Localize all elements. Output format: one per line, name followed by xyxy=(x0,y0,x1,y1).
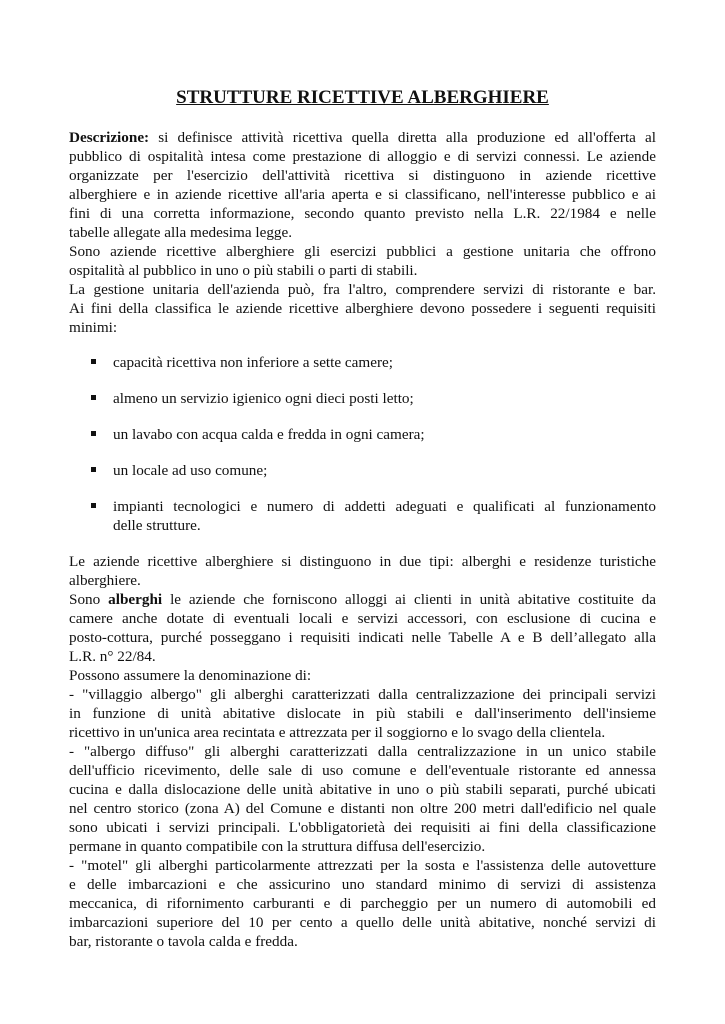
list-item xyxy=(69,389,656,408)
text-line: pubblico di ospitalità intesa come prestazione di alloggio e di servizi connessi. Le aziende xyxy=(69,148,656,165)
square-bullet-icon xyxy=(91,395,96,400)
list-item xyxy=(69,425,656,444)
list-item xyxy=(69,497,656,535)
text-line: organizzate per l'esercizio dell'attività ricettiva si distinguono in aziende ricettive xyxy=(69,167,656,184)
text-line: dell'ufficio ricevimento, delle sale di uso comune e dell'eventuale ristorante ed annessa xyxy=(69,762,656,779)
text-line: imbarcazioni superiore del 10 per cento a quello delle unità abitative, nonché servizi di xyxy=(69,914,656,931)
square-bullet-icon xyxy=(91,359,96,364)
aziende-definition-paragraph xyxy=(69,242,656,280)
square-bullet-icon xyxy=(91,467,96,472)
text-line: cucina e dalla dislocazione delle unità abitative in uno o più stabili separati, purché ubicati xyxy=(69,781,656,798)
text-line: posto-cottura, purché posseggano i requisiti indicati nelle Tabelle A e B dell’allegato alla xyxy=(69,629,656,646)
text-line: ospitalità al pubblico in uno o più stabili o parti di stabili. xyxy=(69,262,418,279)
alberghi-paragraph xyxy=(69,590,656,666)
denominazione-line: Possono assumere la denominazione di: xyxy=(69,667,312,684)
requirement-text: delle strutture. xyxy=(113,517,201,534)
square-bullet-icon xyxy=(91,503,96,508)
text-line: Le aziende ricettive alberghiere si distinguono in due tipi: alberghi e residenze turistiche xyxy=(69,553,656,570)
text-line: fini di una corretta informazione, secondo quanto previsto nella L.R. 22/1984 e nelle xyxy=(69,205,656,222)
text-line: L.R. n° 22/84. xyxy=(69,648,156,665)
text-line: e delle imbarcazioni e che assicurino uno standard minimo di servizi di assistenza xyxy=(69,876,656,893)
requirements-list xyxy=(69,353,656,535)
albergo-diffuso-paragraph xyxy=(69,742,656,856)
villaggio-albergo-paragraph xyxy=(69,685,656,742)
text-line: meccanica, di rifornimento carburanti e di parcheggio per un numero di automobili ed xyxy=(69,895,656,912)
alberghi-term: alberghi xyxy=(108,591,163,608)
text-span: si definisce attività ricettiva quella diretta alla produzione ed all'offerta al xyxy=(149,129,656,146)
text-line: La gestione unitaria dell'azienda può, fra l'altro, comprendere servizi di ristorante e bar. xyxy=(69,281,656,298)
tipi-paragraph xyxy=(69,552,656,590)
descrizione-label: Descrizione: xyxy=(69,129,150,146)
list-item xyxy=(69,353,656,372)
text-line: alberghiere. xyxy=(69,572,141,589)
text-line: ricettivo in un'unica area recintata e attrezzata per il soggiorno e lo svago della clientela. xyxy=(69,724,606,741)
text-line: nel centro storico (zona A) del Comune e distanti non oltre 200 metri dall'edificio nel quale xyxy=(69,800,656,817)
text-line: bar, ristorante o tavola calda e fredda. xyxy=(69,933,298,950)
classifica-paragraph xyxy=(69,299,656,337)
requirement-text: capacità ricettiva non inferiore a sette camere; xyxy=(113,354,393,371)
text-line: sono ubicati i servizi principali. L'obbligatorietà dei requisiti ai fini della classificazione xyxy=(69,819,656,836)
text-line: minimi: xyxy=(69,319,118,336)
text-line xyxy=(69,128,656,147)
text-line: permane in quanto compatibile con la struttura diffusa dell'esercizio. xyxy=(69,838,486,855)
text-span: Sono xyxy=(69,591,109,608)
document-title: STRUTTURE RICETTIVE ALBERGHIERE xyxy=(176,87,549,108)
gestione-paragraph xyxy=(69,280,656,299)
requirement-text: almeno un servizio igienico ogni dieci posti letto; xyxy=(113,390,414,407)
text-line: - "motel" gli alberghi particolarmente attrezzati per la sosta e l'assistenza delle autovetture xyxy=(69,857,656,874)
square-bullet-icon xyxy=(91,431,96,436)
requirement-text: un locale ad uso comune; xyxy=(113,462,268,479)
descrizione-paragraph xyxy=(69,128,656,242)
text-line xyxy=(69,590,656,609)
text-line: tabelle allegate alla medesima legge. xyxy=(69,224,293,241)
text-line: - "villaggio albergo" gli alberghi caratterizzati dalla centralizzazione dei principali servizi xyxy=(69,686,656,703)
motel-paragraph xyxy=(69,856,656,951)
list-item xyxy=(69,461,656,480)
requirement-text: un lavabo con acqua calda e fredda in ogni camera; xyxy=(113,426,425,443)
text-line: camere anche dotate di eventuali locali e servizi accessori, con esclusione di cucina e xyxy=(69,610,656,627)
text-line: - "albergo diffuso" gli alberghi caratterizzati dalla centralizzazione in un unico stabile xyxy=(69,743,656,760)
text-line: Sono aziende ricettive alberghiere gli esercizi pubblici a gestione unitaria che offrono xyxy=(69,243,656,260)
text-line: Ai fini della classifica le aziende ricettive alberghiere devono possedere i seguenti requisiti xyxy=(69,300,656,317)
text-line: alberghiere e in aziende ricettive all'aria aperta e si classificano, nell'interesse pubblico e ai xyxy=(69,186,656,203)
text-span: le aziende che forniscono alloggi ai clienti in unità abitative costituite da xyxy=(162,591,656,608)
requirement-text: impianti tecnologici e numero di addetti adeguati e qualificati al funzionamento xyxy=(113,498,656,515)
text-line: in funzione di unità abitative dislocate in più stabili e dall'inserimento dell'insieme xyxy=(69,705,656,722)
